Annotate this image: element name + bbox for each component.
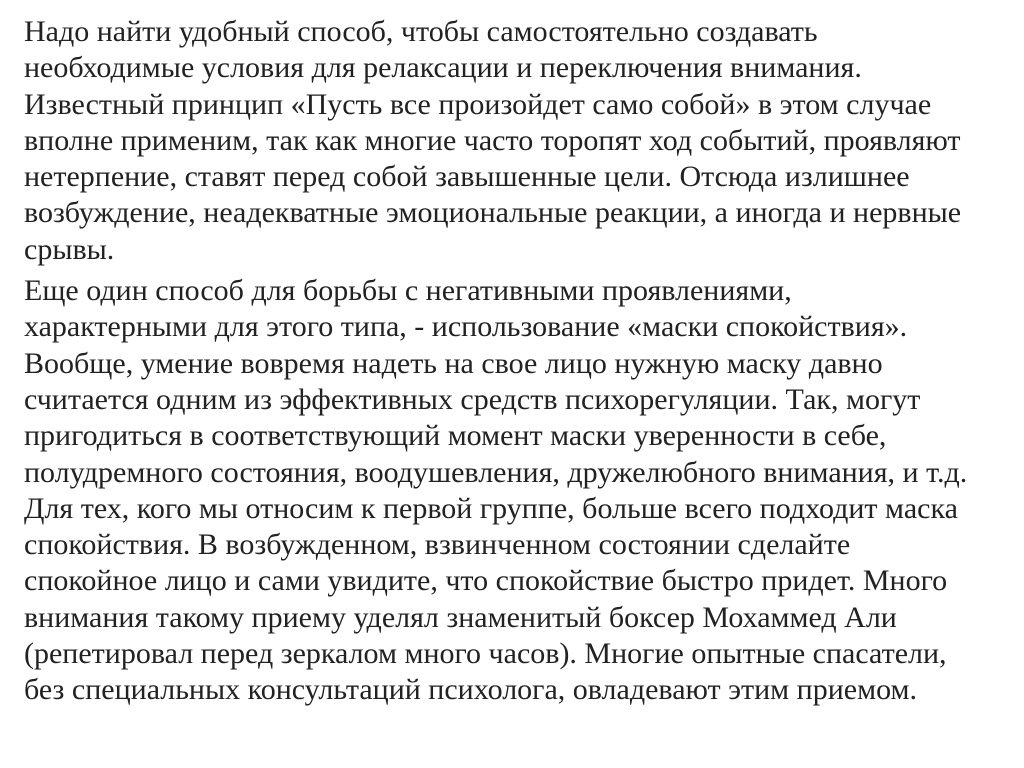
text-line: Надо найти удобный способ, чтобы самостоятельно создавать — [24, 15, 818, 48]
text-line: необходимые условия для релаксации и переключения внимания. — [24, 51, 862, 85]
text-line: Известный принцип «Пусть все произойдет само собой» в этом случае — [24, 87, 932, 121]
text-line: Для тех, кого мы относим к первой группе, больше всего подходит маска — [24, 491, 958, 525]
text-line: Еще один способ для борьбы с негативными проявлениями, — [24, 274, 792, 308]
paragraph-calm-mask — [24, 273, 1000, 709]
text-line: пригодиться в соответствующий момент маски уверенности в себе, — [24, 419, 887, 453]
text-line: спокойствия. В возбужденном, взвинченном состоянии сделайте — [24, 528, 851, 562]
slide-text-body — [24, 14, 1000, 714]
text-line: (репетировал перед зеркалом много часов). Многие опытные спасатели, — [24, 637, 947, 671]
text-line: спокойное лицо и сами увидите, что спокойствие быстро придет. Много — [24, 564, 948, 598]
text-line: вполне применим, так как многие часто торопят ход событий, проявляют — [24, 123, 961, 157]
text-line: Вообще, умение вовремя надеть на свое лицо нужную маску давно — [24, 346, 883, 380]
text-line: внимания такому приему уделял знаменитый боксер Мохаммед Али — [24, 600, 897, 634]
text-line: характерными для этого типа, - использование «маски спокойствия». — [24, 310, 908, 344]
paragraph-relaxation — [24, 14, 1000, 268]
text-line: полудремного состояния, воодушевления, дружелюбного внимания, и т.д. — [24, 455, 968, 489]
text-line: без специальных консультаций психолога, овладевают этим приемом. — [24, 673, 917, 707]
text-line: считается одним из эффективных средств психорегуляции. Так, могут — [24, 382, 921, 416]
text-line: возбуждение, неадекватные эмоциональные реакции, а иногда и нервные — [24, 196, 962, 230]
text-line: нетерпение, ставят перед собой завышенные цели. Отсюда излишнее — [24, 160, 910, 194]
text-line: срывы. — [24, 232, 115, 266]
